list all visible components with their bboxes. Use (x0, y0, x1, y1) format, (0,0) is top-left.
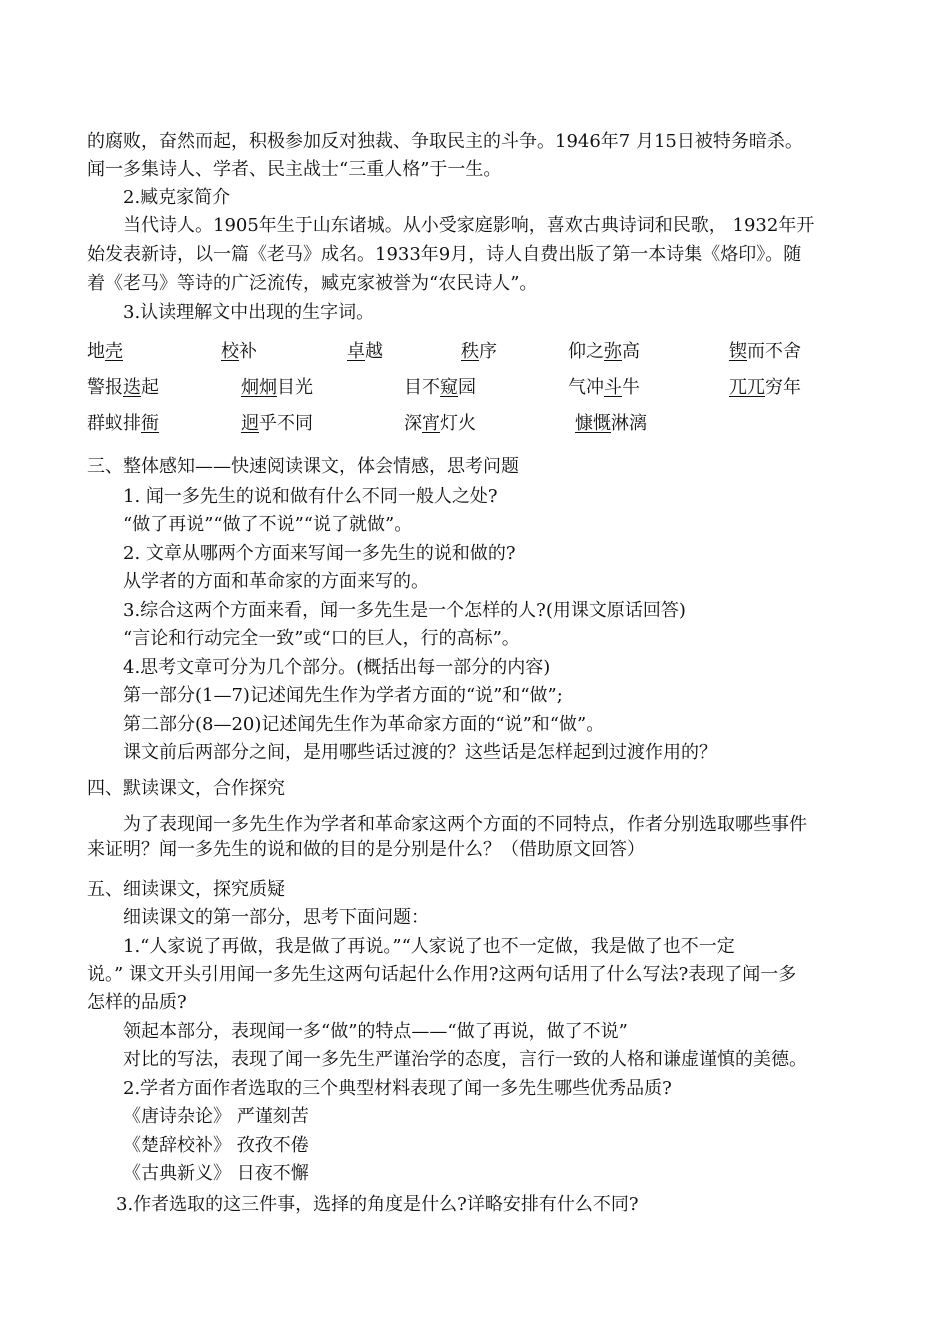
answer-4-part-2: 第二部分(8—20)记述闻先生作为革命家方面的“说”和“做”。 (123, 714, 605, 735)
vocab-word: 兀兀穷年 (729, 377, 801, 398)
s5-answer-1-line-2: 对比的写法，表现了闻一多先生严谨治学的态度，言行一致的人格和谦虚谨慎的美德。 (123, 1049, 807, 1070)
question-4: 4.思考文章可分为几个部分。(概括出每一部分的内容) (123, 657, 551, 678)
section-4-line-2: 来证明？闻一多先生的说和做的目的是分别是什么？（借助原文回答） (87, 839, 645, 860)
answer-3: “言论和行动完全一致”或“口的巨人，行的高标”。 (123, 628, 520, 649)
answer-1: “做了再说”“做了不说”“说了就做”。 (123, 514, 413, 535)
answer-4-transition: 课文前后两部分之间，是用哪些话过渡的？这些话是怎样起到过渡作用的？ (123, 742, 717, 763)
intro-line-1: 的腐败，奋然而起，积极参加反对独裁、争取民主的斗争。1946年7 月15日被特务暗杀。 (87, 131, 803, 152)
section-4-heading: 四、默读课文，合作探究 (87, 778, 285, 799)
zang-paragraph-line-2: 始发表新诗，以一篇《老马》成名。1933年9月，诗人自费出版了第一本诗集《烙印》。随 (87, 244, 802, 265)
vocab-heading: 3.认读理解文中出现的生字词。 (123, 302, 375, 323)
vocab-word: 卓越 (347, 341, 383, 362)
s5-answer-1-line-1: 领起本部分，表现闻一多“做”的特点——“做了再说，做了不说” (123, 1021, 628, 1042)
section-5-intro: 细读课文的第一部分，思考下面问题： (123, 907, 429, 928)
question-2: 2. 文章从哪两个方面来写闻一多先生的说和做的? (123, 543, 516, 564)
book-item-3: 《古典新义》 日夜不懈 (123, 1163, 309, 1184)
vocab-word: 群蚁排衙 (87, 413, 159, 434)
section-4-line-1: 为了表现闻一多先生作为学者和革命家这两个方面的不同特点，作者分别选取哪些事件 (123, 814, 807, 835)
section-5-heading: 五、细读课文，探究质疑 (87, 879, 285, 900)
intro-line-2: 闻一多集诗人、学者、民主战士“三重人格”于一生。 (87, 159, 502, 180)
vocab-word: 仰之弥高 (568, 341, 640, 362)
vocab-word: 目不窥园 (404, 377, 476, 398)
vocab-word: 深宵灯火 (404, 413, 476, 434)
s5-question-1-line-3: 怎样的品质? (87, 992, 187, 1013)
vocab-word: 校补 (221, 341, 257, 362)
section-3-heading: 三、整体感知——快速阅读课文，体会情感，思考问题 (87, 456, 519, 477)
zang-paragraph-line-3: 着《老马》等诗的广泛流传，臧克家被誉为“农民诗人”。 (87, 273, 538, 294)
question-3: 3.综合这两个方面来看，闻一多先生是一个怎样的人?(用课文原话回答) (123, 600, 686, 621)
s5-question-1-line-2: 说。” 课文开头引用闻一多先生这两句话起什么作用?这两句话用了什么写法?表现了闻一多 (87, 964, 797, 985)
vocab-word: 秩序 (461, 341, 497, 362)
zang-paragraph-line-1: 当代诗人。1905年生于山东诸城。从小受家庭影响，喜欢古典诗词和民歌， 1932年开 (123, 215, 815, 236)
s5-question-3: 3.作者选取的这三件事，选择的角度是什么?详略安排有什么不同? (116, 1194, 639, 1215)
vocab-word: 炯炯目光 (241, 377, 313, 398)
vocab-word: 气冲斗牛 (568, 377, 640, 398)
s5-question-1-line-1: 1.“人家说了再做，我是做了再说。”“人家说了也不一定做，我是做了也不一定 (123, 936, 735, 957)
vocab-word: 慷慨淋漓 (575, 413, 647, 434)
vocab-word: 警报迭起 (87, 377, 159, 398)
vocab-word: 地壳 (87, 341, 123, 362)
question-1: 1. 闻一多先生的说和做有什么不同一般人之处? (123, 486, 498, 507)
zang-heading: 2.臧克家简介 (123, 187, 231, 208)
answer-2: 从学者的方面和革命家的方面来写的。 (123, 571, 429, 592)
book-item-1: 《唐诗杂论》 严谨刻苦 (123, 1106, 309, 1127)
book-item-2: 《楚辞校补》 孜孜不倦 (123, 1135, 309, 1156)
answer-4-part-1: 第一部分(1—7)记述闻先生作为学者方面的“说”和“做”; (123, 685, 563, 706)
s5-question-2: 2.学者方面作者选取的三个典型材料表现了闻一多先生哪些优秀品质? (123, 1078, 672, 1099)
vocab-word: 锲而不舍 (729, 341, 801, 362)
vocab-word: 迥乎不同 (241, 413, 313, 434)
